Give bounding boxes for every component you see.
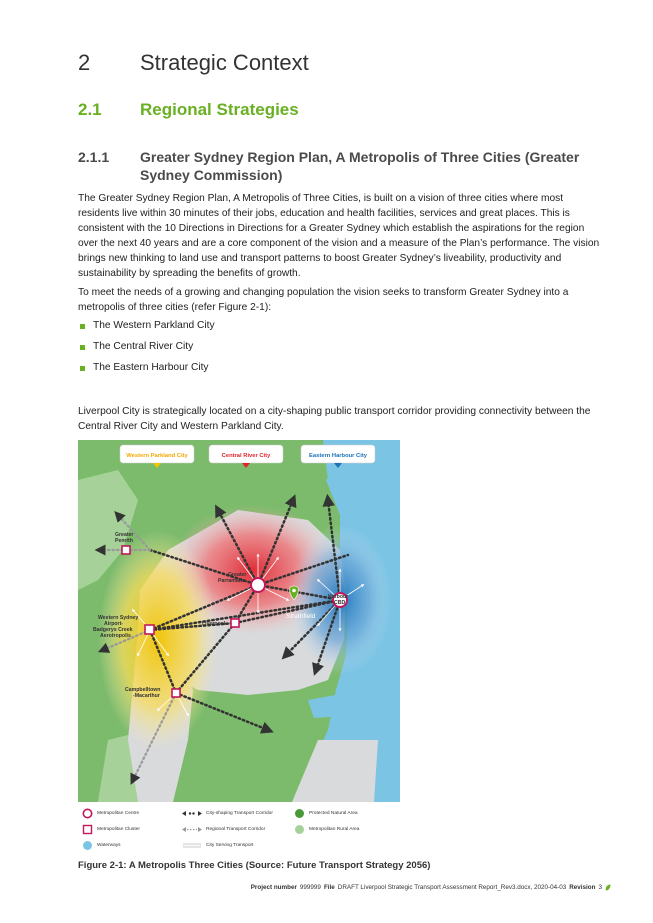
body-paragraph-3: Liverpool City is strategically located on a city-shaping public transport corridor providing connectivity between the Central River City and Western Parkland City. [78, 406, 591, 432]
legend-metro-centre: Metropolitan Centre [82, 808, 139, 819]
three-cities-figure [78, 440, 400, 855]
campbelltown-label-line2: -Macarthur [133, 693, 160, 699]
airport-label-line4: Aerotropolis [100, 633, 131, 639]
penrith-cluster-marker [122, 546, 130, 554]
three-cities-list [80, 320, 215, 383]
bullet-square-icon [80, 366, 85, 371]
subsubsection-number: 2.1.1 [78, 149, 110, 165]
liverpool-cluster-marker [231, 619, 239, 627]
parramatta-label-line2: Parramatta [218, 578, 246, 584]
subsubsection-title: Greater Sydney Region Plan, A Metropolis of Three Cities (Greater Sydney Commission) [140, 149, 580, 183]
bullet-square-icon [80, 345, 85, 350]
three-cities-map [78, 440, 400, 802]
parramatta-label-line1: Greater [228, 572, 247, 578]
harbour-label-line1: Harbour [328, 594, 349, 600]
subsection-heading [78, 100, 299, 120]
liverpool-label: Liverpool [202, 621, 226, 627]
campbelltown-cluster-marker [172, 689, 180, 697]
subsection-title: Regional Strategies [140, 100, 299, 119]
airport-label-line3: Badgerys Creek [93, 627, 133, 633]
section-title: Strategic Context [140, 50, 309, 75]
aerotropolis-cluster-marker [145, 625, 154, 634]
regional-corridor-icon [182, 824, 202, 835]
penrith-label-line2: Penrith [115, 538, 133, 544]
body-paragraph-1: The Greater Sydney Region Plan, A Metropolis of Three Cities, is built on a vision of three cities where most residents live within 30 minutes of their jobs, education and health facilities, services and great places. This is consistent with the 10 Directions in Directions for a Greater Sydney which establish the aspirations for the region over the next 40 years and are a core component of the vision and a measure of the Plan’s performance. The vision brings new thinking to land use and transport patterns to boost Greater Sydney’s liveability, productivity and sustainability by spreading the benefits of growth. [78, 193, 600, 279]
harbour-label-line2: CBD [334, 600, 346, 606]
bullet-square-icon [80, 324, 85, 329]
airport-label-line2: Airport- [104, 621, 124, 627]
campbelltown-label-line1: Campbelltown [125, 687, 161, 693]
city-serving-icon [182, 840, 202, 851]
protected-area-icon [294, 808, 305, 819]
legend-protected: Protected Natural Area [294, 808, 358, 819]
list-item: The Central River City [80, 341, 215, 362]
legend-city-serving: City Serving Transport [182, 840, 253, 851]
map-legend [78, 806, 400, 854]
legend-metro-cluster: Metropolitan Cluster [82, 824, 140, 835]
figure-caption: Figure 2-1: A Metropolis Three Cities (Source: Future Transport Strategy 2056) [78, 860, 431, 871]
penrith-label-line1: Greater [115, 532, 134, 538]
map-graphic [78, 440, 400, 802]
svg-text:Eastern Harbour City: Eastern Harbour City [309, 453, 367, 459]
legend-regional: Regional Transport Corridor [182, 824, 265, 835]
leaf-logo-icon [605, 884, 611, 891]
strathfield-label: Strathfield [286, 613, 316, 620]
waterways-icon [82, 840, 93, 851]
metro-centre-icon [82, 808, 93, 819]
legend-rural: Metropolitan Rural Area [294, 824, 359, 835]
subsubsection-heading [78, 148, 598, 184]
body-paragraph-2: To meet the needs of a growing and changing population the vision seeks to transform Greater Sydney into a metropolis of three cities (refer Figure 2-1): [78, 287, 569, 313]
legend-waterways: Waterways [82, 840, 121, 851]
airport-label-line1: Western Sydney [98, 615, 139, 621]
svg-text:Central River City: Central River City [221, 453, 271, 459]
list-item: The Eastern Harbour City [80, 362, 215, 383]
metro-cluster-icon [82, 824, 93, 835]
svg-text:Western Parkland City: Western Parkland City [126, 453, 188, 459]
parramatta-centre-marker [251, 578, 265, 592]
rural-area-icon [294, 824, 305, 835]
section-heading [78, 50, 309, 76]
section-number: 2 [78, 50, 91, 75]
western-parkland-city-zone [98, 530, 218, 750]
city-shaping-corridor-icon [182, 808, 202, 819]
page-footer: Project number 999999 File DRAFT Liverpool Strategic Transport Assessment Report_Rev3.docx, 2020-04-03 Revision 3 [251, 884, 611, 891]
list-item: The Western Parkland City [80, 320, 215, 341]
legend-city-shaping: City-shaping Transport Corridor [182, 808, 273, 819]
subsection-number: 2.1 [78, 100, 102, 119]
